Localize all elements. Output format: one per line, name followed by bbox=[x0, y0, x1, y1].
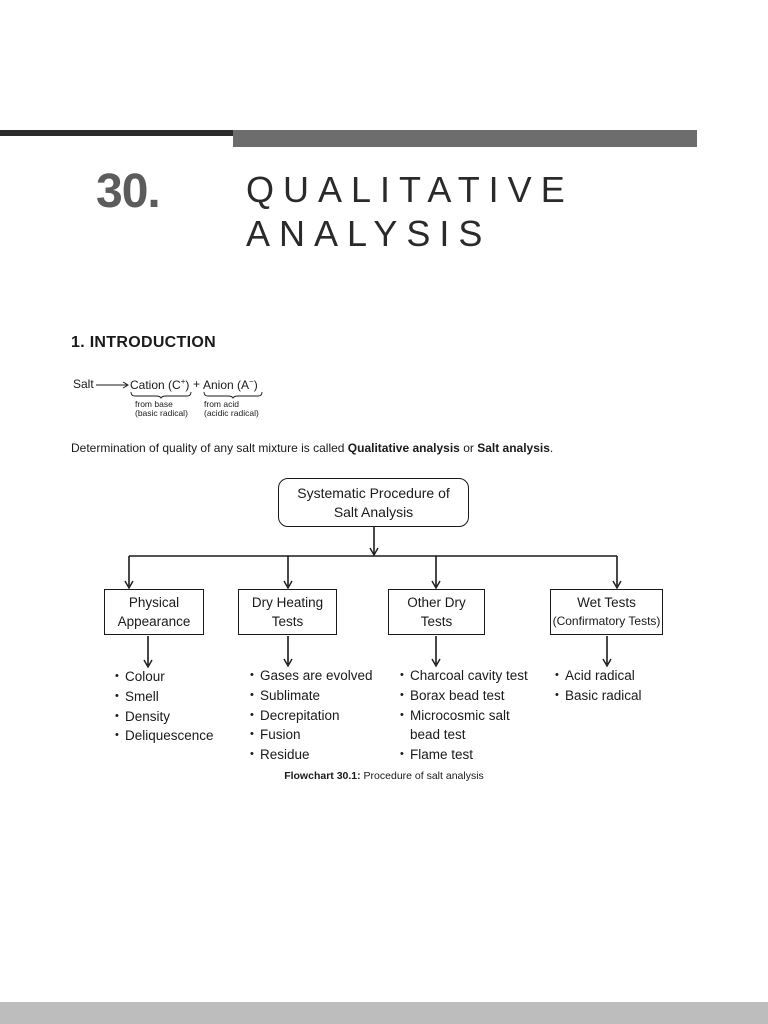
cation-note: from base (basic radical) bbox=[135, 399, 188, 418]
chapter-number: 30. bbox=[96, 165, 160, 218]
list-item: • Gases are evolved bbox=[250, 666, 373, 686]
list-item: • Fusion bbox=[250, 725, 373, 745]
equation-plus: + bbox=[193, 377, 201, 391]
equation-salt: Salt bbox=[73, 377, 94, 391]
list-item: • Colour bbox=[115, 667, 214, 687]
list-item: • Acid radical bbox=[555, 666, 642, 686]
definition-paragraph: Determination of quality of any salt mixture is called Qualitative analysis or Salt analysis. bbox=[71, 441, 554, 455]
list-item: • Borax bead test bbox=[400, 686, 528, 706]
flowchart-root-box: Systematic Procedure of Salt Analysis bbox=[278, 478, 469, 527]
list-item: • Deliquescence bbox=[115, 726, 214, 746]
flowchart-caption: Flowchart 30.1: Procedure of salt analysis bbox=[284, 770, 484, 782]
physical-appearance-list bbox=[115, 667, 214, 746]
list-item: • Residue bbox=[250, 745, 373, 765]
list-item: • Sublimate bbox=[250, 686, 373, 706]
chapter-title-line2: ANALYSIS bbox=[246, 213, 492, 254]
list-item: • Charcoal cavity test bbox=[400, 666, 528, 686]
list-item: • Density bbox=[115, 707, 214, 727]
list-item: • Decrepitation bbox=[250, 706, 373, 726]
list-item: • Flame test bbox=[400, 745, 528, 765]
wet-tests-box: Wet Tests (Confirmatory Tests) bbox=[550, 589, 663, 635]
list-item: • Smell bbox=[115, 687, 214, 707]
list-item: • Basic radical bbox=[555, 686, 642, 706]
equation-cation: Cation (C+) bbox=[130, 377, 190, 392]
equation-anion: Anion (A−) bbox=[203, 377, 258, 392]
footer-bar bbox=[0, 1002, 768, 1024]
chapter-title-line1: QUALITATIVE bbox=[246, 169, 574, 210]
anion-note: from acid (acidic radical) bbox=[204, 399, 259, 418]
dry-heating-tests-box: Dry Heating Tests bbox=[238, 589, 337, 635]
physical-appearance-box: Physical Appearance bbox=[104, 589, 204, 635]
wet-tests-list bbox=[555, 666, 642, 706]
list-item: • Microcosmic salt bbox=[400, 706, 528, 726]
dry-heating-list bbox=[250, 666, 373, 765]
section-heading: 1. INTRODUCTION bbox=[71, 334, 216, 351]
other-dry-tests-box: Other Dry Tests bbox=[388, 589, 485, 635]
other-dry-tests-list bbox=[400, 666, 528, 765]
list-item: bead test bbox=[410, 727, 466, 743]
